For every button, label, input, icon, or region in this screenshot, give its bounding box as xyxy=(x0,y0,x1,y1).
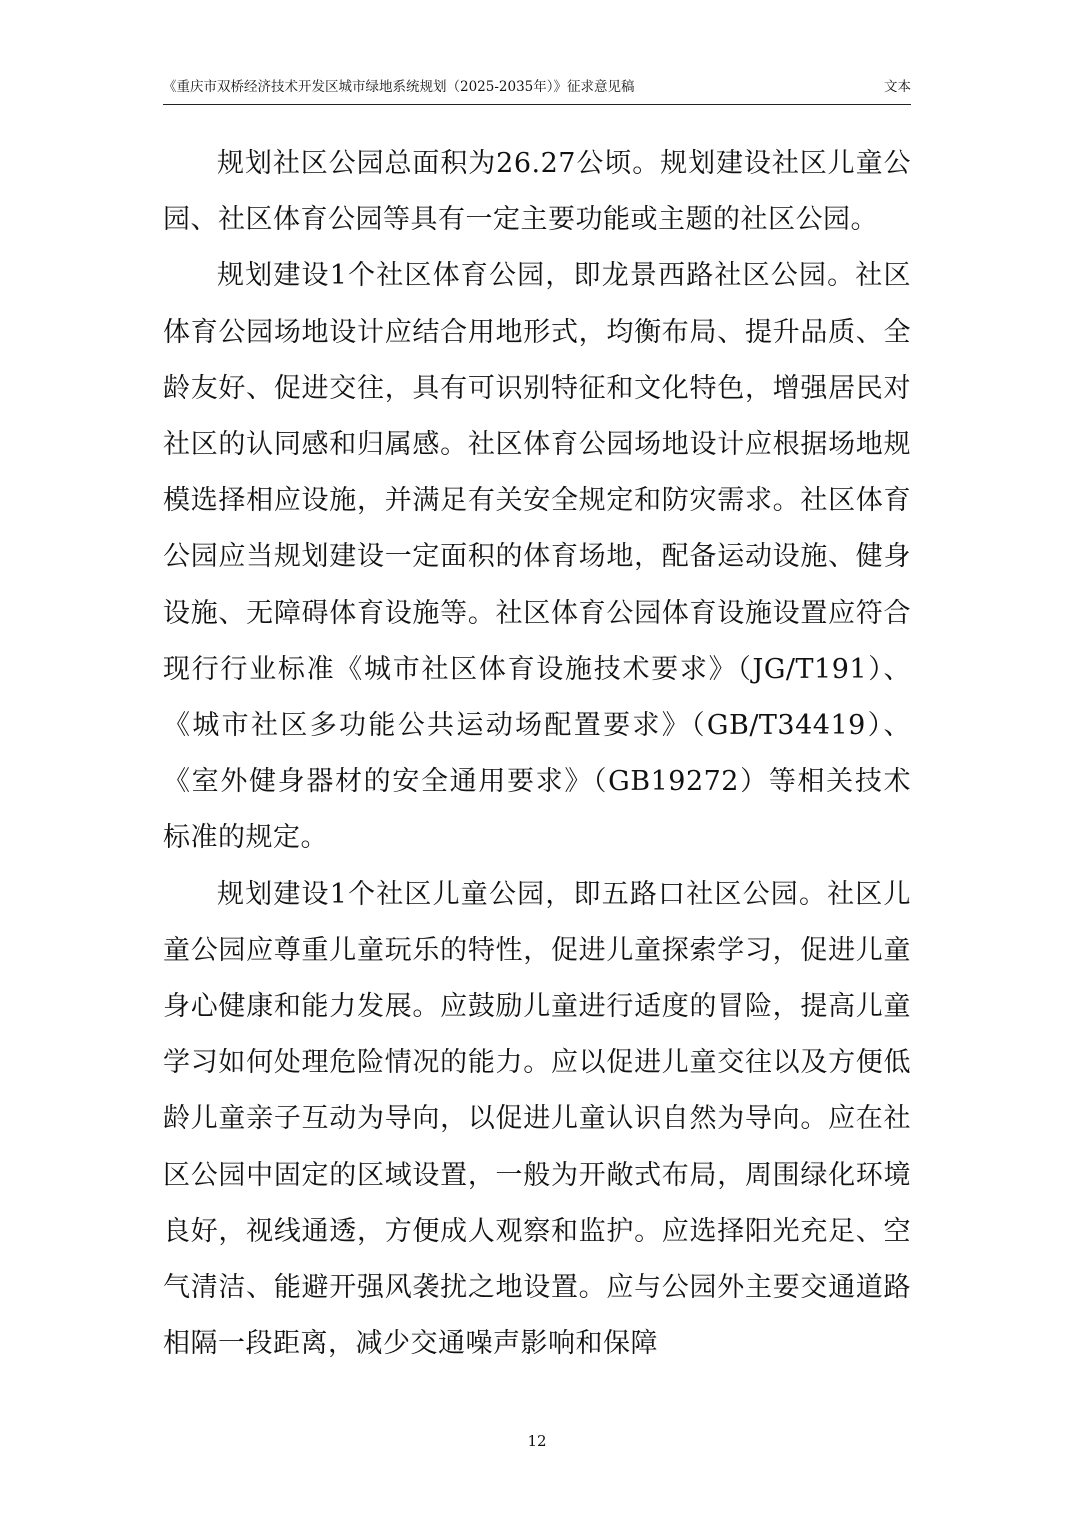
body-text xyxy=(163,136,911,1372)
page-header xyxy=(163,76,911,98)
paragraph-sports-park: 规划建设1个社区体育公园，即龙景西路社区公园。社区体育公园场地设计应结合用地形式，均衡布局、提升品质、全龄友好、促进交往，具有可识别特征和文化特色，增强居民对社区的认同感和归属感。社区体育公园场地设计应根据场地规模选择相应设施，并满足有关安全规定和防灾需求。社区体育公园应当规划建设一定面积的体育场地，配备运动设施、健身设施、无障碍体育设施等。社区体育公园体育设施设置应符合现行行业标准《城市社区体育设施技术要求》（JG/T191）、《城市社区多功能公共运动场配置要求》（GB/T34419）、《室外健身器材的安全通用要求》（GB19272）等相关技术标准的规定。 xyxy=(163,260,911,854)
header-title: 《重庆市双桥经济技术开发区城市绿地系统规划（2025-2035年）》征求意见稿 xyxy=(163,79,635,95)
header-rule xyxy=(163,104,911,105)
paragraph-children-park: 规划建设1个社区儿童公园，即五路口社区公园。社区儿童公园应尊重儿童玩乐的特性，促进儿童探索学习，促进儿童身心健康和能力发展。应鼓励儿童进行适度的冒险，提高儿童学习如何处理危险情况的能力。应以促进儿童交往以及方便低龄儿童亲子互动为导向，以促进儿童认识自然为导向。应在社区公园中固定的区域设置，一般为开敞式布局，周围绿化环境良好，视线通透，方便成人观察和监护。应选择阳光充足、空气清洁、能避开强风袭扰之地设置。应与公园外主要交通道路相隔一段距离，减少交通噪声影响和保障 xyxy=(163,878,911,1360)
page-number: 12 xyxy=(527,1432,547,1450)
paragraph-community-park-area: 规划社区公园总面积为26.27公顷。规划建设社区儿童公园、社区体育公园等具有一定主要功能或主题的社区公园。 xyxy=(163,148,911,236)
header-label: 文本 xyxy=(884,79,911,95)
